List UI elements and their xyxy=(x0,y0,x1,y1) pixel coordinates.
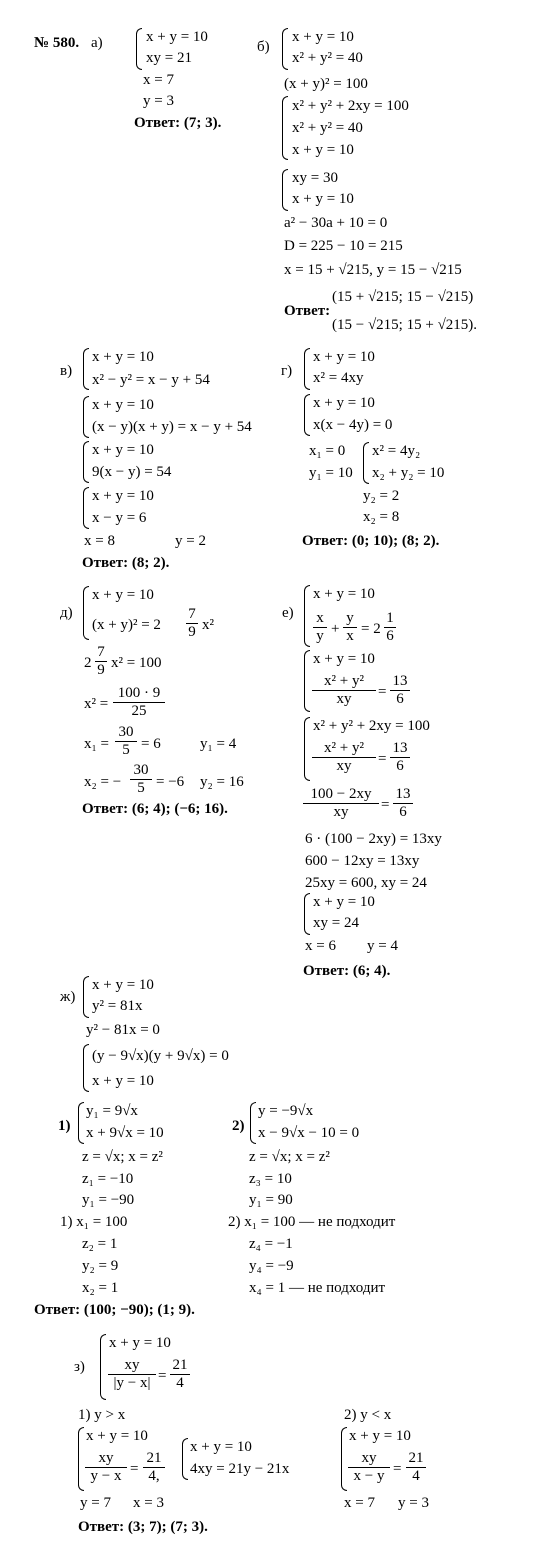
equation: x² = 4xy xyxy=(313,370,364,386)
part-e-label: е) xyxy=(282,605,294,621)
equation: x + y = 10 xyxy=(292,142,354,158)
system-brace xyxy=(83,976,89,1018)
equation: = 6 xyxy=(141,736,161,752)
case-label: 1) y > x xyxy=(78,1407,126,1423)
fraction: $\frac{21}{4}$ xyxy=(406,1450,426,1485)
system-brace xyxy=(304,348,310,390)
answer: Ответ: (6; 4). xyxy=(303,963,391,979)
case-label: 1) xyxy=(58,1118,71,1134)
fraction: $\frac{7}{9}$ xyxy=(186,606,198,641)
answer-label: Ответ: xyxy=(284,303,331,319)
fraction: $\frac{xy}{|y - x|}$ xyxy=(108,1357,156,1392)
equation: y₂ = 2 xyxy=(363,488,400,504)
equation: = xyxy=(158,1368,167,1384)
equation: x² = 100 xyxy=(111,655,162,671)
equation: (x + y)² = 2 xyxy=(92,617,161,633)
equation: y = −9√x xyxy=(258,1103,314,1119)
system-brace xyxy=(83,441,89,483)
equation: x₄ = 1 — не подходит xyxy=(249,1280,386,1296)
fraction: $\frac{\text{x² + y²}}{xy}$ xyxy=(312,740,376,775)
equation: y₁ = 4 xyxy=(200,736,237,752)
equation: x₂ = 8 xyxy=(363,509,400,525)
part-a-label: а) xyxy=(91,35,103,51)
equals-sign: = xyxy=(378,751,387,767)
equation: x + 9√x = 10 xyxy=(86,1125,164,1141)
equation: x + y = 10 xyxy=(146,29,208,45)
equation: x + y = 10 xyxy=(313,894,375,910)
part-b-label: б) xyxy=(257,39,270,55)
equation: x + y = 10 xyxy=(349,1428,411,1444)
equation: x + y = 10 xyxy=(92,442,154,458)
equation: x₂ + y₂ = 10 xyxy=(372,465,445,481)
part-v-label: в) xyxy=(60,363,73,379)
equation: y₁ = 90 xyxy=(249,1192,293,1208)
system-brace xyxy=(83,396,89,438)
equation: y = 4 xyxy=(367,938,398,954)
equation: x(x − 4y) = 0 xyxy=(313,417,393,433)
case-label: 2) xyxy=(232,1118,245,1134)
equation: x + y = 10 xyxy=(86,1428,148,1444)
system-brace xyxy=(304,585,310,647)
equation: x + y = 10 xyxy=(313,395,375,411)
equation: x + y = 10 xyxy=(92,488,154,504)
equation: 600 − 12xy = 13xy xyxy=(305,853,420,869)
equation: z = √x; x = z² xyxy=(249,1149,330,1165)
equation: x + y = 10 xyxy=(92,587,154,603)
part-z-label: з) xyxy=(74,1359,85,1375)
equation: (x − y)(x + y) = x − y + 54 xyxy=(92,419,252,435)
equation: z₁ = −10 xyxy=(82,1171,134,1187)
equation: y = 2 xyxy=(175,533,206,549)
system-brace xyxy=(304,893,310,935)
equation: x − y = 6 xyxy=(92,510,147,526)
equation: x + y = 10 xyxy=(92,977,154,993)
system-brace xyxy=(282,28,288,70)
answer: Ответ: (100; −90); (1; 9). xyxy=(34,1302,195,1318)
equation: x² = 4y₂ xyxy=(372,443,421,459)
equation: y = 3 xyxy=(398,1495,429,1511)
equation: z₄ = −1 xyxy=(249,1236,293,1252)
equation: 4xy = 21y − 21x xyxy=(190,1461,290,1477)
equation: (y − 9√x)(y + 9√x) = 0 xyxy=(92,1048,229,1064)
equation: x = 8 xyxy=(84,533,115,549)
equation: x + y = 10 xyxy=(313,349,375,365)
fraction: $\frac{7}{9}$ xyxy=(95,644,107,679)
fraction: $\frac{\text{x² + y²}}{xy}$ xyxy=(312,673,376,708)
equation: x = 7 xyxy=(143,72,174,88)
answer: Ответ: (3; 7); (7; 3). xyxy=(78,1519,208,1535)
equals-sign: = xyxy=(381,797,390,813)
fraction: $\frac{100 - 2xy}{xy}$ xyxy=(303,786,379,821)
equation: 6 · (100 − 2xy) = 13xy xyxy=(305,831,442,847)
equation: y² = 81x xyxy=(92,998,143,1014)
system-brace xyxy=(83,1044,89,1092)
equation: 1) x₁ = 100 xyxy=(60,1214,128,1230)
fraction: $\frac{30}{5}$ xyxy=(130,762,152,797)
equation: x₂ = − xyxy=(84,774,122,790)
equation: x² + y² + 2xy = 100 xyxy=(292,98,409,114)
equation: x = 3 xyxy=(133,1495,164,1511)
equation: 9(x − y) = 54 xyxy=(92,464,172,480)
equation: x² xyxy=(202,617,214,633)
answer: Ответ: (0; 10); (8; 2). xyxy=(302,533,440,549)
equation: x = 7 xyxy=(344,1495,375,1511)
equation: 2) x₁ = 100 — не подходит xyxy=(228,1214,396,1230)
part-g-label: г) xyxy=(281,363,293,379)
equation: 25xy = 600, xy = 24 xyxy=(305,875,427,891)
answer-pair: (15 − √215; 15 + √215). xyxy=(332,317,478,333)
fraction: $\frac{1}{6}$ xyxy=(384,610,396,645)
equation: 2 xyxy=(84,655,92,671)
equation: x² + y² + 2xy = 100 xyxy=(313,718,430,734)
equation: y₄ = −9 xyxy=(249,1258,294,1274)
plus-sign: + xyxy=(331,621,340,637)
system-brace xyxy=(182,1438,188,1480)
fraction: $\frac{21}{4,}$ xyxy=(143,1450,165,1485)
equation: x² − y² = x − y + 54 xyxy=(92,372,210,388)
system-brace xyxy=(304,394,310,436)
answer: Ответ: (7; 3). xyxy=(134,115,222,131)
equation: x − 9√x − 10 = 0 xyxy=(258,1125,360,1141)
equation: = xyxy=(130,1461,139,1477)
equation: x = 15 + √215, y = 15 − √215 xyxy=(284,262,462,278)
equals-sign: = xyxy=(378,684,387,700)
equation: x₁ = 0 xyxy=(309,443,346,459)
system-brace xyxy=(363,442,369,484)
equation: y₁ = 10 xyxy=(309,465,353,481)
equation: x + y = 10 xyxy=(292,29,354,45)
equation: x + y = 10 xyxy=(92,1073,154,1089)
system-brace xyxy=(136,28,142,70)
equation: D = 225 − 10 = 215 xyxy=(284,238,403,254)
equation: xy = 21 xyxy=(146,50,192,66)
system-brace xyxy=(341,1427,347,1491)
equation: x² = xyxy=(84,696,109,712)
system-brace xyxy=(250,1102,256,1144)
fraction: $\frac{xy}{y - x}$ xyxy=(85,1450,127,1485)
equation: = −6 xyxy=(156,774,185,790)
system-brace xyxy=(100,1334,106,1400)
equation: x + y = 10 xyxy=(92,349,154,365)
equation: x + y = 10 xyxy=(92,397,154,413)
equation: y₁ = 9√x xyxy=(86,1103,138,1119)
case-label: 2) y < x xyxy=(344,1407,392,1423)
system-brace xyxy=(78,1102,84,1144)
equation: xy = 24 xyxy=(313,915,359,931)
system-brace xyxy=(304,717,310,781)
system-brace xyxy=(83,487,89,529)
system-brace xyxy=(83,348,89,390)
fraction: $\frac{21}{4}$ xyxy=(170,1357,190,1392)
equation: xy = 30 xyxy=(292,170,338,186)
equation: x + y = 10 xyxy=(292,191,354,207)
equation: y = 3 xyxy=(143,93,174,109)
fraction: $\frac{13}{6}$ xyxy=(393,786,413,821)
equation: z = √x; x = z² xyxy=(82,1149,163,1165)
equation: x + y = 10 xyxy=(313,586,375,602)
equation: x + y = 10 xyxy=(313,651,375,667)
equation: y₂ = 16 xyxy=(200,774,244,790)
equation: = 2 xyxy=(361,621,381,637)
equation: y₂ = 9 xyxy=(82,1258,119,1274)
answer: Ответ: (8; 2). xyxy=(82,555,170,571)
equation: x² + y² = 40 xyxy=(292,50,363,66)
equation: x² + y² = 40 xyxy=(292,120,363,136)
system-brace xyxy=(282,96,288,160)
system-brace xyxy=(78,1427,84,1491)
equation: = xyxy=(393,1461,402,1477)
answer-pair: (15 + √215; 15 − √215) xyxy=(332,289,474,305)
equation: x₁ = xyxy=(84,736,109,752)
problem-number: № 580. xyxy=(34,35,80,51)
equation: y² − 81x = 0 xyxy=(86,1022,160,1038)
fraction: $\frac{30}{5}$ xyxy=(115,724,137,759)
fraction: $\frac{13}{6}$ xyxy=(390,673,410,708)
system-brace xyxy=(282,169,288,211)
part-d-label: д) xyxy=(60,605,73,621)
fraction: $\frac{x}{y}$ xyxy=(313,610,327,645)
equation: z₃ = 10 xyxy=(249,1171,292,1187)
fraction: $\frac{13}{6}$ xyxy=(390,740,410,775)
fraction: $\frac{100 \cdot 9}{25}$ xyxy=(113,685,165,720)
equation: y₁ = −90 xyxy=(82,1192,135,1208)
equation: x + y = 10 xyxy=(190,1439,252,1455)
part-zh-label: ж) xyxy=(60,989,76,1005)
equation: x + y = 10 xyxy=(109,1335,171,1351)
system-brace xyxy=(304,650,310,712)
fraction: $\frac{y}{x}$ xyxy=(343,610,357,645)
equation: z₂ = 1 xyxy=(82,1236,118,1252)
equation: y = 7 xyxy=(80,1495,111,1511)
answer: Ответ: (6; 4); (−6; 16). xyxy=(82,801,228,817)
equation: x = 6 xyxy=(305,938,336,954)
fraction: $\frac{xy}{x - y}$ xyxy=(348,1450,390,1485)
equation: x₂ = 1 xyxy=(82,1280,119,1296)
equation: a² − 30a + 10 = 0 xyxy=(284,215,388,231)
system-brace xyxy=(83,586,89,640)
equation: (x + y)² = 100 xyxy=(284,76,368,92)
